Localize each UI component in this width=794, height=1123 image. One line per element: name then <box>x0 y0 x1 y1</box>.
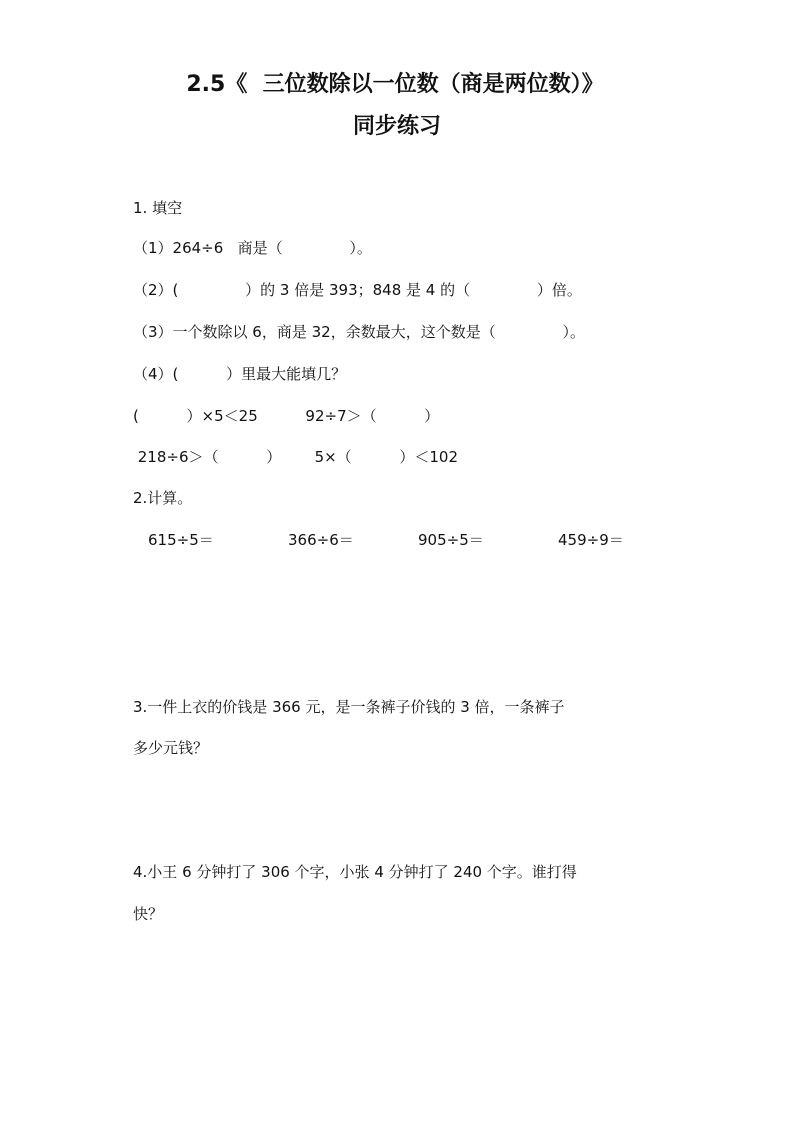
fill-question-4: （4）( ）里最大能填几？ <box>133 365 347 383</box>
fill-question-2: （2）( ）的 3 倍是 393；848 是 4 的（ ）倍。 <box>133 281 582 299</box>
fill-question-4-row-1: ( ）×5＜25 92÷7＞（ ） <box>133 407 440 425</box>
calc-item: 459÷9＝ <box>558 531 624 549</box>
word-problem-4-line-1: 4.小王 6 分钟打了 306 个字，小张 4 分钟打了 240 个字。谁打得 <box>133 863 577 881</box>
word-problem-3-line-1: 3.一件上衣的价钱是 366 元，是一条裤子价钱的 3 倍，一条裤子 <box>133 698 565 716</box>
section2-heading: 2.计算。 <box>133 489 193 507</box>
fill-question-3: （3）一个数除以 6，商是 32，余数最大，这个数是（ ）。 <box>133 323 585 341</box>
calc-item: 905÷5＝ <box>418 531 484 549</box>
calc-item: 366÷6＝ <box>288 531 354 549</box>
word-problem-4-line-2: 快？ <box>133 905 164 923</box>
word-problem-3-line-2: 多少元钱？ <box>133 739 209 757</box>
worksheet-title: 2.5《 三位数除以一位数（商是两位数）》 <box>186 72 604 97</box>
fill-question-4-row-2: 218÷6＞（ ） 5×（ ）＜102 <box>133 448 458 466</box>
fill-question-1: （1）264÷6 商是（ ）。 <box>133 239 372 257</box>
calc-item: 615÷5＝ <box>148 531 214 549</box>
worksheet-subtitle: 同步练习 <box>352 114 441 139</box>
section1-heading: 1. 填空 <box>133 199 183 217</box>
